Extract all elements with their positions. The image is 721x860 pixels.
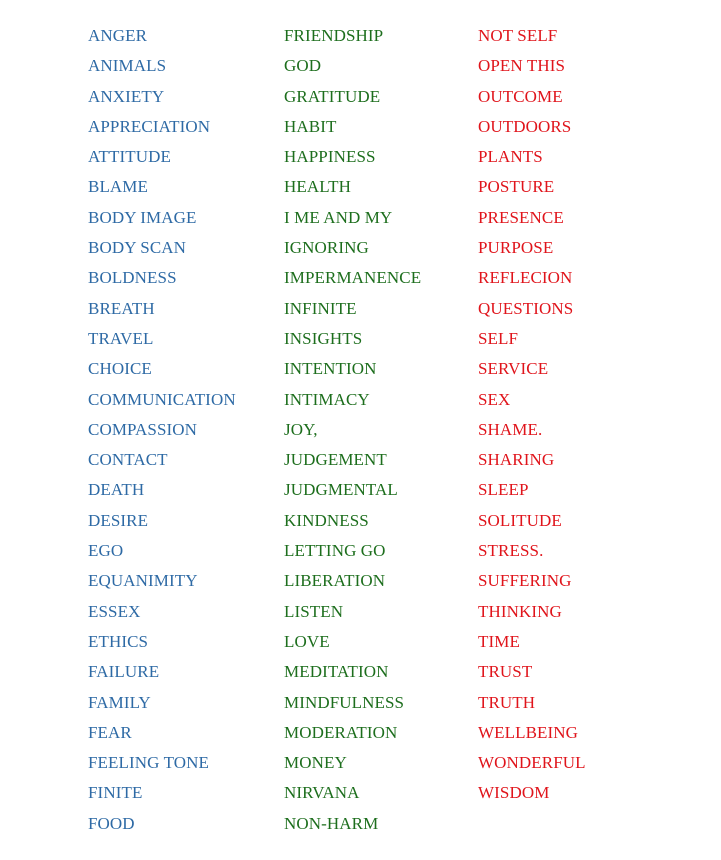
- topic-item: STRESS.: [478, 541, 544, 561]
- topic-column-1: [88, 24, 236, 842]
- topic-item: PLANTS: [478, 147, 543, 167]
- topic-item: OUTDOORS: [478, 116, 572, 136]
- topic-item: ANIMALS: [88, 56, 167, 76]
- topic-item: DEATH: [88, 480, 145, 500]
- topic-item: JUDGMENTAL: [284, 480, 398, 500]
- topic-item: SELF: [478, 328, 519, 348]
- topic-item: ANXIETY: [88, 86, 165, 106]
- topic-item: FAMILY: [88, 692, 151, 712]
- topic-item: FRIENDSHIP: [284, 26, 384, 45]
- topic-item: TIME: [478, 631, 520, 651]
- topic-item: QUESTIONS: [478, 298, 574, 318]
- topic-item: EQUANIMITY: [88, 571, 198, 591]
- topic-item: TRAVEL: [88, 328, 154, 348]
- topic-item: SLEEP: [478, 480, 529, 500]
- topic-item: WELLBEING: [478, 722, 579, 742]
- topic-item: NON-HARM: [284, 813, 379, 833]
- topic-item: HAPPINESS: [284, 147, 376, 167]
- topic-item: CONTACT: [88, 450, 168, 470]
- topic-item: INTIMACY: [284, 389, 370, 409]
- topic-item: TRUST: [478, 662, 533, 682]
- topic-item: PRESENCE: [478, 207, 564, 227]
- topic-item: IGNORING: [284, 238, 369, 258]
- topic-item: BODY IMAGE: [88, 207, 197, 227]
- topic-item: FAILURE: [88, 662, 160, 682]
- topic-item: SOLITUDE: [478, 510, 562, 530]
- topic-item: LIBERATION: [284, 571, 386, 591]
- topic-item: FINITE: [88, 783, 143, 803]
- topic-item: SERVICE: [478, 359, 549, 379]
- topic-item: IMPERMANENCE: [284, 268, 422, 288]
- topic-item: FEAR: [88, 722, 132, 742]
- topic-item: DESIRE: [88, 510, 149, 530]
- topic-item: COMPASSION: [88, 419, 198, 439]
- topic-item: OPEN THIS: [478, 56, 566, 76]
- topic-item: LISTEN: [284, 601, 344, 621]
- topic-item: ETHICS: [88, 631, 149, 651]
- topic-item: HEALTH: [284, 177, 352, 197]
- topic-item: LETTING GO: [284, 541, 386, 561]
- topic-item: INTENTION: [284, 359, 377, 379]
- topic-item: ANGER: [88, 26, 148, 45]
- topic-item: MEDITATION: [284, 662, 389, 682]
- topic-item: COMMUNICATION: [88, 389, 236, 409]
- topic-item: JOY,: [284, 419, 318, 439]
- topic-item: POSTURE: [478, 177, 555, 197]
- topic-item: SHAME.: [478, 419, 543, 439]
- topic-item: SUFFERING: [478, 571, 572, 591]
- topic-item: GRATITUDE: [284, 86, 381, 106]
- topic-item: HABIT: [284, 116, 337, 136]
- topic-item: BLAME: [88, 177, 148, 197]
- topic-item: GOD: [284, 56, 322, 76]
- topic-item: THINKING: [478, 601, 562, 621]
- topic-item: OUTCOME: [478, 86, 563, 106]
- topic-item: CHOICE: [88, 359, 152, 379]
- topic-item: TRUTH: [478, 692, 536, 712]
- topic-item: NIRVANA: [284, 783, 360, 803]
- topic-item: ESSEX: [88, 601, 141, 621]
- topic-item: FEELING TONE: [88, 753, 209, 773]
- topic-item: MONEY: [284, 753, 347, 773]
- topic-item: I ME AND MY: [284, 207, 393, 227]
- topic-item: INSIGHTS: [284, 328, 363, 348]
- topic-item: KINDNESS: [284, 510, 369, 530]
- topic-item: REFLECION: [478, 268, 573, 288]
- topic-item: BOLDNESS: [88, 268, 177, 288]
- topic-item: APPRECIATION: [88, 116, 211, 136]
- topic-item: LOVE: [284, 631, 330, 651]
- topic-item: MODERATION: [284, 722, 398, 742]
- topic-list: [0, 24, 721, 854]
- topic-item: JUDGEMENT: [284, 450, 387, 470]
- topic-item: WONDERFUL: [478, 753, 586, 773]
- topic-item: INFINITE: [284, 298, 357, 318]
- topic-item: SHARING: [478, 450, 555, 470]
- topic-column-2: [284, 24, 421, 842]
- topic-item: PURPOSE: [478, 238, 554, 258]
- topic-item: EGO: [88, 541, 124, 561]
- topic-item: BODY SCAN: [88, 238, 187, 258]
- topic-item: NOT SELF: [478, 26, 558, 45]
- topic-column-3: [478, 24, 586, 812]
- topic-item: MINDFULNESS: [284, 692, 405, 712]
- topic-item: WISDOM: [478, 783, 550, 803]
- topic-item: SEX: [478, 389, 511, 409]
- topic-item: FOOD: [88, 813, 135, 833]
- topic-item: BREATH: [88, 298, 155, 318]
- topic-item: ATTITUDE: [88, 147, 171, 167]
